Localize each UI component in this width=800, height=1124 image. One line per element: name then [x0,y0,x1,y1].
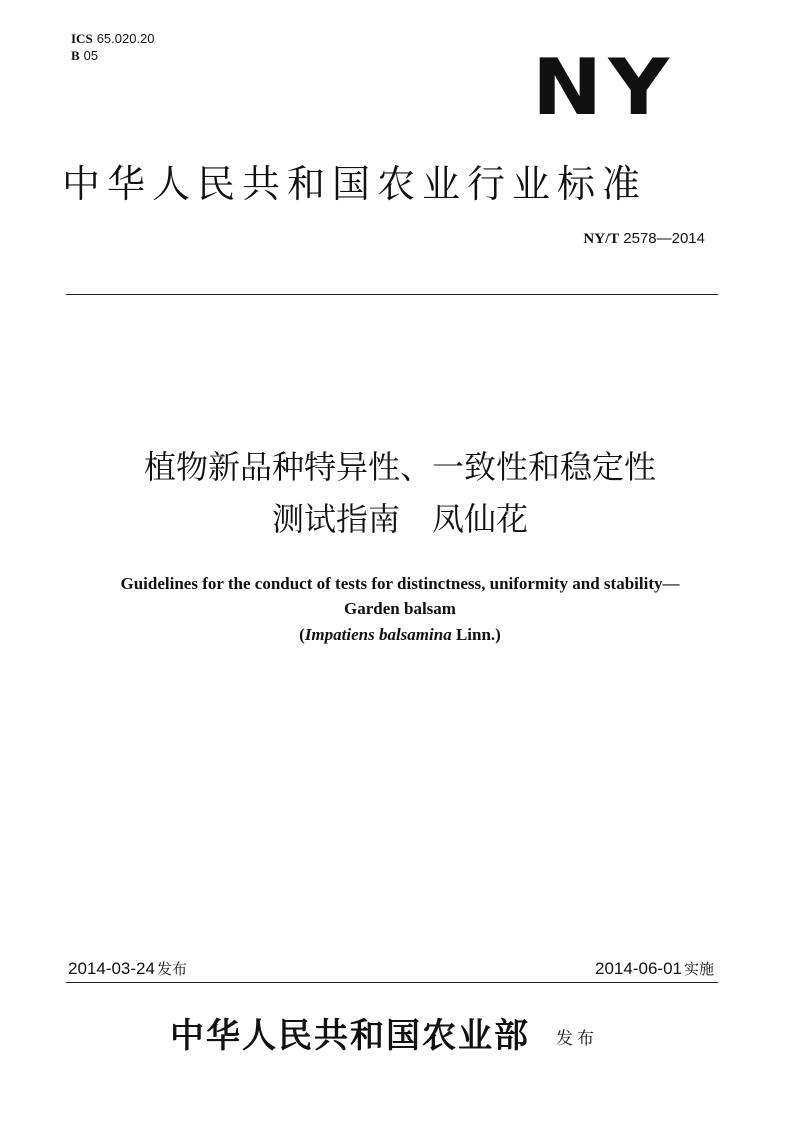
publisher-action: 发布 [556,1029,598,1049]
implementation-date [595,957,714,981]
issue-date-label: 发布 [156,960,187,978]
ics-value: 65.020.20 [96,31,155,46]
issue-date-value: 2014-03-24 [68,959,155,978]
ics-code [71,31,155,47]
english-title-line-3 [40,623,760,647]
author-citation: Linn.) [451,625,501,644]
ccs-value: 05 [83,48,99,63]
chinese-title-line-1: 植物新品种特异性、一致性和稳定性 [143,448,656,486]
standard-category-title: 中华人民共和国农业行业标准 [62,162,648,206]
chinese-title-line-2: 测试指南 凤仙花 [271,500,528,538]
english-title-line-2: Garden balsam [344,599,456,618]
ccs-label: B [71,48,80,63]
bottom-divider [66,982,718,983]
ccs-code [71,48,98,64]
top-divider [66,294,718,295]
standard-number [583,229,705,249]
implementation-date-value: 2014-06-01 [595,959,682,978]
ics-label: ICS [71,31,93,46]
standard-number-prefix: NY/T [583,231,620,247]
english-title-line-1: Guidelines for the conduct of tests for distinctness, uniformity and stability— [120,574,680,593]
scientific-name: Impatiens balsamina [304,625,452,644]
publisher-name: 中华人民共和国农业部 [170,1016,530,1056]
implementation-date-label: 实施 [683,960,714,978]
paren-open: ( [299,625,305,644]
standard-number-value: 2578—2014 [623,230,705,247]
issue-date [68,957,187,981]
ny-logo: NY [532,42,676,133]
